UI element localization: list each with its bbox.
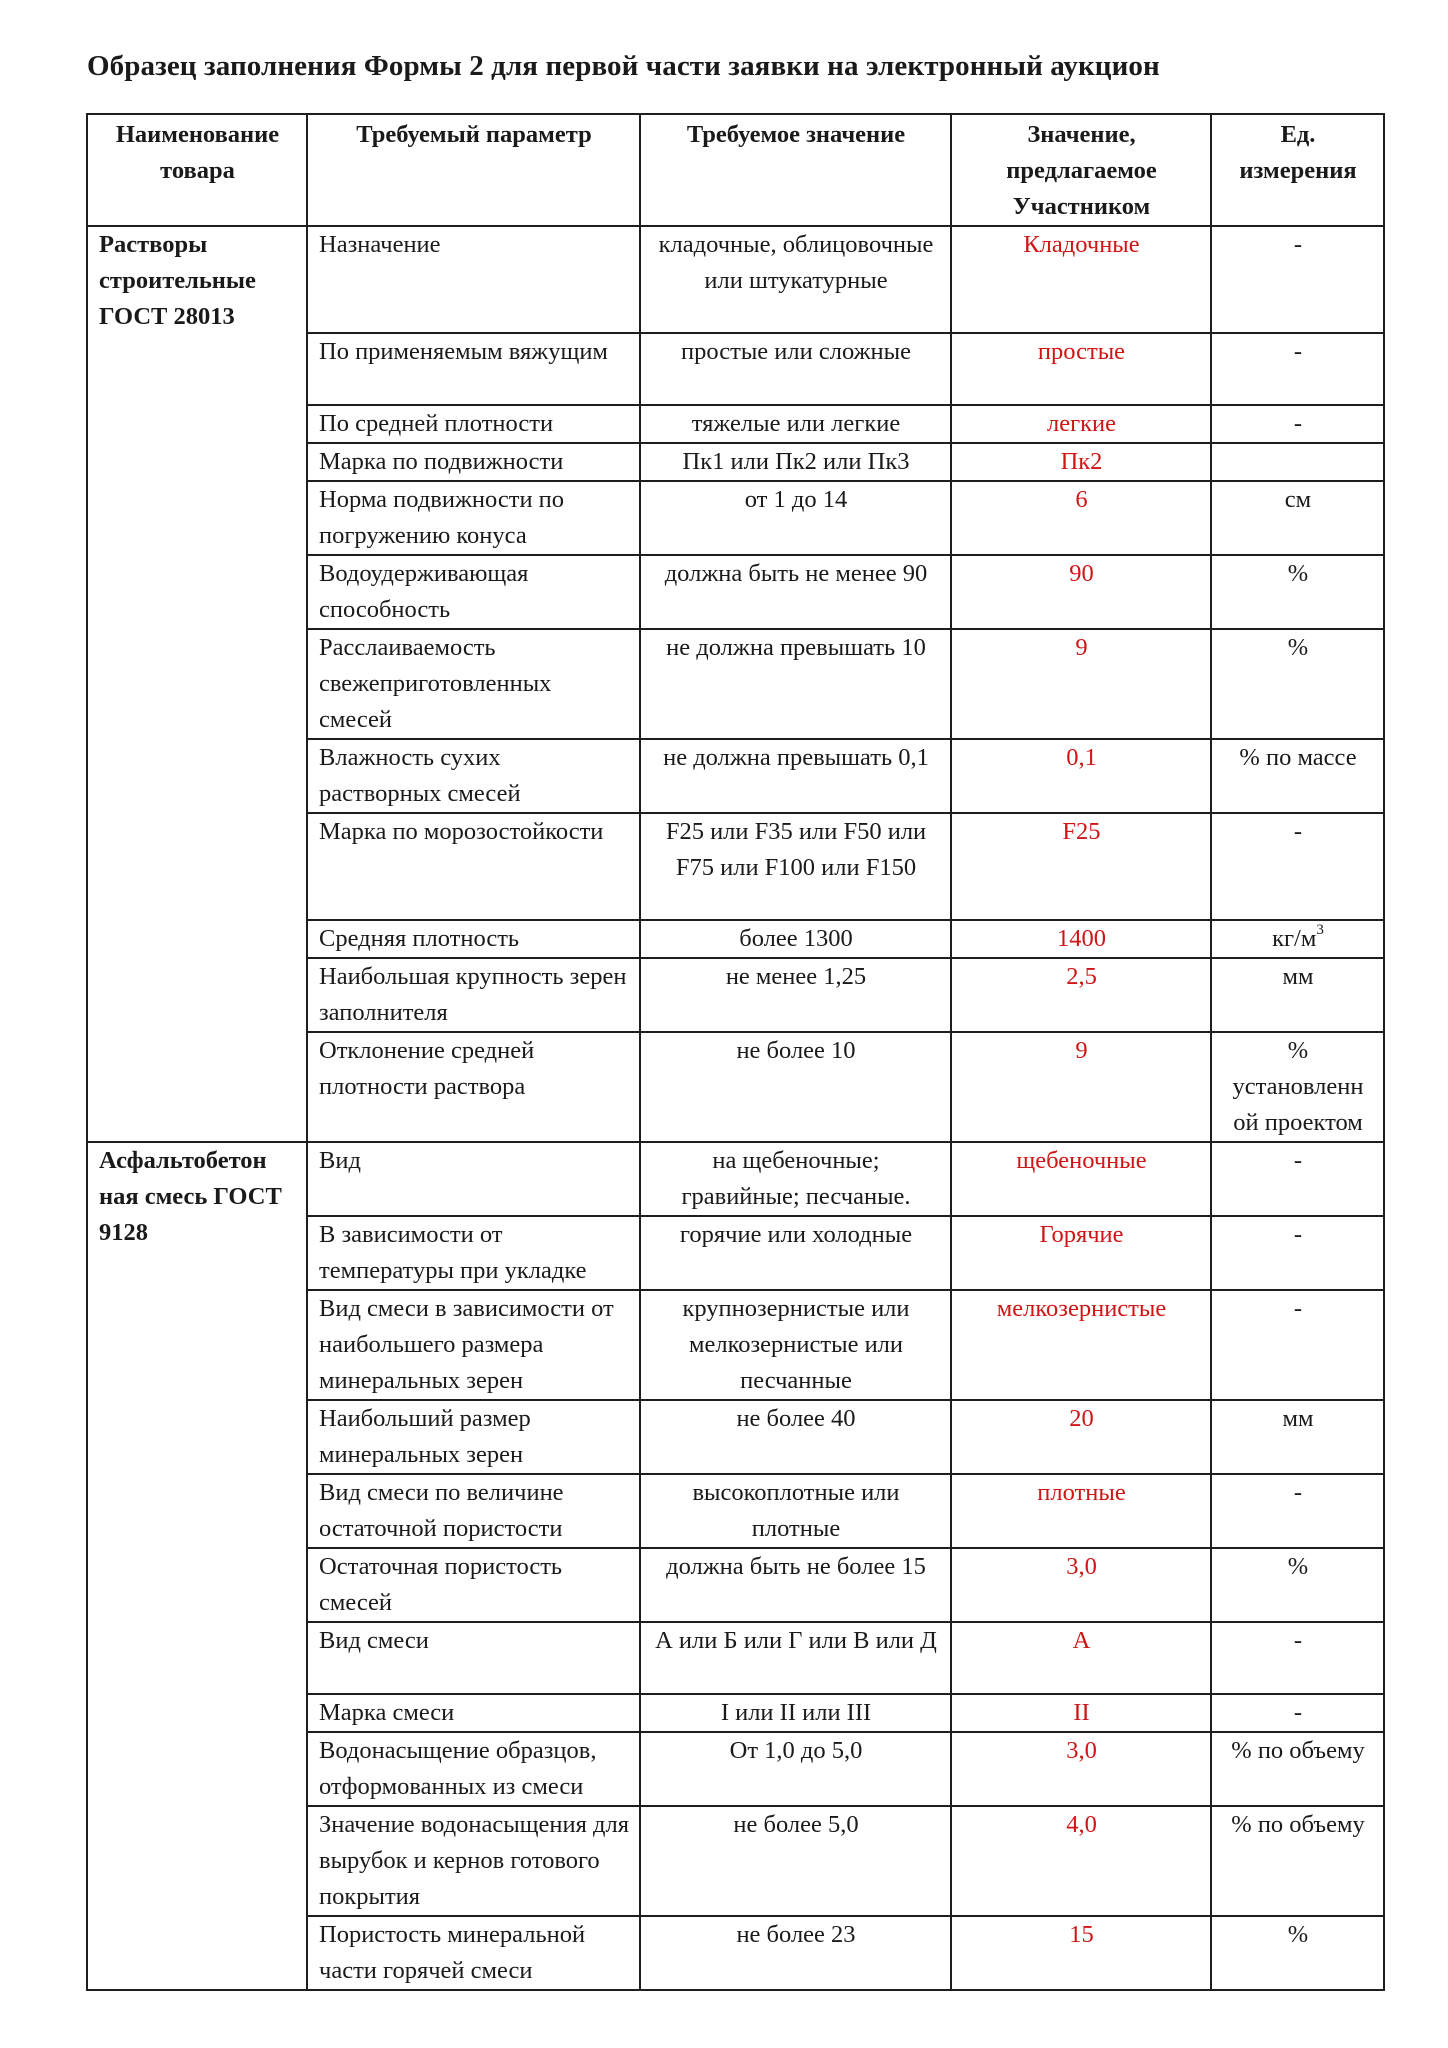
offered-value-cell: А [951,1622,1211,1694]
required-parameter-cell: Наибольший размер минеральных зерен [307,1400,640,1474]
unit-cell [1211,920,1384,958]
required-value-cell: кладочные, облицовочные или штукатурные [640,226,951,333]
required-parameter-cell: В зависимости от температуры при укладке [307,1216,640,1290]
required-parameter-cell: Отклонение средней плотности раствора [307,1032,640,1142]
offered-value-cell: 9 [951,1032,1211,1142]
required-parameter-cell: Значение водонасыщения для вырубок и кернов готового покрытия [307,1806,640,1916]
required-value-cell: F25 или F35 или F50 или F75 или F100 или F150 [640,813,951,920]
unit-cell [1211,443,1384,481]
required-value-cell: должна быть не менее 90 [640,555,951,629]
required-value-cell: не более 23 [640,1916,951,1990]
unit-cell: % [1211,1916,1384,1990]
offered-value-cell: 15 [951,1916,1211,1990]
required-parameter-cell: Норма подвижности по погружению конуса [307,481,640,555]
table-row [87,226,1384,333]
bid-form-table [86,113,1385,1991]
offered-value-cell: 9 [951,629,1211,739]
unit-cell: % по объему [1211,1732,1384,1806]
required-value-cell: не менее 1,25 [640,958,951,1032]
required-value-cell: не должна превышать 10 [640,629,951,739]
required-value-cell: тяжелые или легкие [640,405,951,443]
offered-value-cell: F25 [951,813,1211,920]
required-parameter-cell: Марка смеси [307,1694,640,1732]
required-parameter-cell: Марка по подвижности [307,443,640,481]
required-value-cell: I или II или III [640,1694,951,1732]
offered-value-cell: 2,5 [951,958,1211,1032]
offered-value-cell: 20 [951,1400,1211,1474]
unit-cell: - [1211,226,1384,333]
required-parameter-cell: Водоудерживающая способность [307,555,640,629]
table-body [87,226,1384,1990]
required-parameter-cell: Пористость минеральной части горячей смеси [307,1916,640,1990]
required-value-cell: должна быть не более 15 [640,1548,951,1622]
offered-value-cell: мелкозернистые [951,1290,1211,1400]
unit-cell: - [1211,1290,1384,1400]
unit-cell: - [1211,1142,1384,1216]
unit-cell: мм [1211,1400,1384,1474]
offered-value-cell: простые [951,333,1211,405]
offered-value-cell: 4,0 [951,1806,1211,1916]
required-value-cell: не должна превышать 0,1 [640,739,951,813]
required-value-cell: высокоплотные или плотные [640,1474,951,1548]
header-product-name: Наименование товара [87,114,307,226]
unit-cell: мм [1211,958,1384,1032]
unit-cell: % по объему [1211,1806,1384,1916]
required-parameter-cell: Расслаиваемость свежеприготовленных смесей [307,629,640,739]
required-parameter-cell: Вид смеси в зависимости от наибольшего размера минеральных зерен [307,1290,640,1400]
offered-value-cell: щебеночные [951,1142,1211,1216]
unit-cell: - [1211,333,1384,405]
required-parameter-cell: Вид [307,1142,640,1216]
required-parameter-cell: По средней плотности [307,405,640,443]
offered-value-cell: 1400 [951,920,1211,958]
required-value-cell: на щебеночные; гравийные; песчаные. [640,1142,951,1216]
offered-value-cell: 90 [951,555,1211,629]
unit-cell: % [1211,1548,1384,1622]
product-name-cell: Растворы строительные ГОСТ 28013 [87,226,307,1142]
unit-text: кг/м [1272,925,1317,952]
unit-cell: % установленн ой проектом [1211,1032,1384,1142]
required-parameter-cell: Вид смеси по величине остаточной пористости [307,1474,640,1548]
required-parameter-cell: Марка по морозостойкости [307,813,640,920]
required-value-cell: не более 40 [640,1400,951,1474]
required-value-cell: крупнозернистые или мелкозернистые или песчанные [640,1290,951,1400]
offered-value-cell: Пк2 [951,443,1211,481]
required-parameter-cell: Остаточная пористость смесей [307,1548,640,1622]
unit-cell: - [1211,1474,1384,1548]
offered-value-cell: легкие [951,405,1211,443]
required-value-cell: Пк1 или Пк2 или Пк3 [640,443,951,481]
required-parameter-cell: Вид смеси [307,1622,640,1694]
table-row [87,1142,1384,1216]
required-parameter-cell: Водонасыщение образцов, отформованных из смеси [307,1732,640,1806]
required-parameter-cell: Влажность сухих растворных смесей [307,739,640,813]
unit-cell: - [1211,405,1384,443]
required-value-cell: не более 10 [640,1032,951,1142]
required-parameter-cell: По применяемым вяжущим [307,333,640,405]
unit-cell: см [1211,481,1384,555]
table-header-row [87,114,1384,226]
required-parameter-cell: Средняя плотность [307,920,640,958]
product-name-cell: Асфальтобетон ная смесь ГОСТ 9128 [87,1142,307,1990]
page-title: Образец заполнения Формы 2 для первой части заявки на электронный аукцион [87,50,1160,82]
required-value-cell: А или Б или Г или В или Д [640,1622,951,1694]
header-required-parameter: Требуемый параметр [307,114,640,226]
header-offered-value: Значение, предлагаемое Участником [951,114,1211,226]
unit-cell: % [1211,555,1384,629]
required-value-cell: горячие или холодные [640,1216,951,1290]
offered-value-cell: 3,0 [951,1732,1211,1806]
unit-cell: - [1211,1622,1384,1694]
offered-value-cell: II [951,1694,1211,1732]
unit-cell: - [1211,1694,1384,1732]
offered-value-cell: плотные [951,1474,1211,1548]
required-value-cell: более 1300 [640,920,951,958]
required-parameter-cell: Наибольшая крупность зерен заполнителя [307,958,640,1032]
required-value-cell: от 1 до 14 [640,481,951,555]
unit-cell: % по массе [1211,739,1384,813]
unit-cell: - [1211,813,1384,920]
offered-value-cell: Кладочные [951,226,1211,333]
offered-value-cell: 0,1 [951,739,1211,813]
offered-value-cell: Горячие [951,1216,1211,1290]
required-value-cell: простые или сложные [640,333,951,405]
required-value-cell: не более 5,0 [640,1806,951,1916]
header-required-value: Требуемое значение [640,114,951,226]
unit-cell: - [1211,1216,1384,1290]
offered-value-cell: 3,0 [951,1548,1211,1622]
header-unit: Ед. измерения [1211,114,1384,226]
required-value-cell: От 1,0 до 5,0 [640,1732,951,1806]
required-parameter-cell: Назначение [307,226,640,333]
unit-superscript: 3 [1316,922,1324,938]
offered-value-cell: 6 [951,481,1211,555]
unit-cell: % [1211,629,1384,739]
